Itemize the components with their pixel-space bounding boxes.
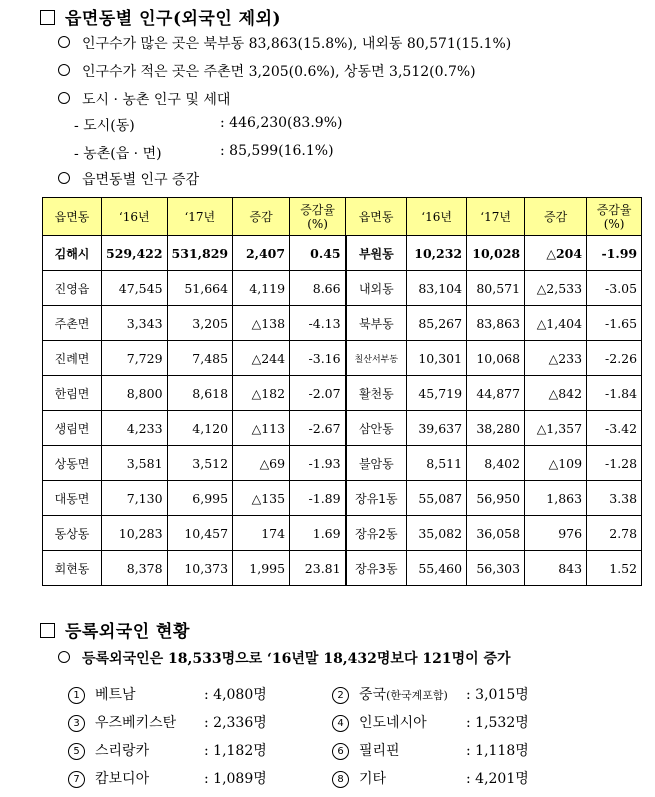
table-cell: 1,995 <box>233 551 290 586</box>
table-header-cell: 증감율 (%) <box>290 198 346 236</box>
table-cell: 10,028 <box>467 236 525 271</box>
table-cell: -1.93 <box>290 446 346 481</box>
list-item <box>332 712 427 732</box>
table-cell: 1.69 <box>290 516 346 551</box>
section2-heading <box>40 617 190 642</box>
table-cell: △842 <box>525 376 587 411</box>
table-cell: 생림면 <box>43 411 102 446</box>
table-cell: 976 <box>525 516 587 551</box>
table-cell: -3.42 <box>587 411 642 446</box>
table-cell: 부원동 <box>346 236 407 271</box>
table-cell: 장유3동 <box>346 551 407 586</box>
table-cell: 7,130 <box>102 481 168 516</box>
table-cell: -2.07 <box>290 376 346 411</box>
circled-number: 8 <box>332 771 349 788</box>
country-count: : 1,532명 <box>466 715 529 731</box>
bullet-foreigner-summary: 등록외국인은 18,533명으로 ‘16년말 18,432명보다 121명이 증가 <box>58 648 511 668</box>
country-name: 인도네시아 <box>359 715 427 731</box>
table-cell: 주촌면 <box>43 306 102 341</box>
table-row <box>43 236 642 271</box>
country-name: 중국 <box>359 687 387 703</box>
circled-number: 6 <box>332 743 349 760</box>
table-header-cell: 증감 <box>233 198 290 236</box>
table-cell: 2.78 <box>587 516 642 551</box>
table-cell: -1.84 <box>587 376 642 411</box>
table-header-cell: 읍면동 <box>346 198 407 236</box>
table-row <box>43 551 642 586</box>
checkbox-square-icon <box>40 10 55 25</box>
rural-value: : 85,599(16.1%) <box>220 143 334 159</box>
table-cell: 10,457 <box>167 516 233 551</box>
table-cell: 80,571 <box>467 271 525 306</box>
table-header-cell: ‘17년 <box>167 198 233 236</box>
table-cell: 39,637 <box>407 411 467 446</box>
table-cell: 51,664 <box>167 271 233 306</box>
table-cell: 4,233 <box>102 411 168 446</box>
table-cell: 3.38 <box>587 481 642 516</box>
table-row <box>43 341 642 376</box>
table-cell: △233 <box>525 341 587 376</box>
table-cell: 0.45 <box>290 236 346 271</box>
table-cell: 56,303 <box>467 551 525 586</box>
table-cell: 2,407 <box>233 236 290 271</box>
table-cell: 3,205 <box>167 306 233 341</box>
country-count: : 3,015명 <box>466 687 529 703</box>
table-cell: 3,581 <box>102 446 168 481</box>
table-cell: 진영읍 <box>43 271 102 306</box>
table-cell: 6,995 <box>167 481 233 516</box>
country-note: (한국계포함) <box>386 689 448 702</box>
table-cell: 1,863 <box>525 481 587 516</box>
table-cell: -2.26 <box>587 341 642 376</box>
circled-number: 4 <box>332 715 349 732</box>
section1-heading <box>40 4 281 29</box>
rural-label: - 농촌(읍 · 면) <box>74 146 162 162</box>
bullet-least-populated: 인구수가 적은 곳은 주촌면 3,205(0.6%), 상동면 3,512(0.7%) <box>58 61 476 81</box>
country-name: 스리랑카 <box>95 743 150 759</box>
table-cell: -1.99 <box>587 236 642 271</box>
table-cell: 8,402 <box>467 446 525 481</box>
table-cell: 38,280 <box>467 411 525 446</box>
list-item <box>68 740 149 760</box>
table-cell: 23.81 <box>290 551 346 586</box>
country-count: : 1,182명 <box>204 743 267 759</box>
table-header-cell: 증감율 (%) <box>587 198 642 236</box>
table-cell: 55,087 <box>407 481 467 516</box>
table-cell: 내외동 <box>346 271 407 306</box>
country-count: : 4,201명 <box>466 771 529 787</box>
table-cell: 활천동 <box>346 376 407 411</box>
table-cell: 10,301 <box>407 341 467 376</box>
list-item <box>68 712 176 732</box>
circle-bullet-icon <box>58 64 70 76</box>
table-cell: 회현동 <box>43 551 102 586</box>
country-count: : 4,080명 <box>204 687 267 703</box>
checkbox-square-icon <box>40 623 55 638</box>
list-item <box>68 768 149 788</box>
table-header-cell: ‘16년 <box>407 198 467 236</box>
list-item <box>332 740 400 760</box>
country-name: 우즈베키스탄 <box>95 715 177 731</box>
table-cell: △182 <box>233 376 290 411</box>
table-cell: △138 <box>233 306 290 341</box>
table-cell: 4,119 <box>233 271 290 306</box>
circled-number: 2 <box>332 687 349 704</box>
table-header-cell: 증감 <box>525 198 587 236</box>
table-cell: 대동면 <box>43 481 102 516</box>
population-change-table <box>42 197 642 586</box>
country-name: 베트남 <box>95 687 136 703</box>
table-header-row <box>43 198 642 236</box>
table-cell: 3,512 <box>167 446 233 481</box>
table-cell: 8,800 <box>102 376 168 411</box>
table-cell: 7,729 <box>102 341 168 376</box>
table-cell: △1,357 <box>525 411 587 446</box>
table-row <box>43 271 642 306</box>
table-cell: △135 <box>233 481 290 516</box>
table-cell: △2,533 <box>525 271 587 306</box>
table-cell: -3.05 <box>587 271 642 306</box>
table-cell: 8.66 <box>290 271 346 306</box>
table-row <box>43 306 642 341</box>
circle-bullet-icon <box>58 92 70 104</box>
circle-bullet-icon <box>58 651 70 663</box>
list-item <box>332 684 448 704</box>
table-cell: 531,829 <box>167 236 233 271</box>
table-cell: 7,485 <box>167 341 233 376</box>
table-cell: 8,618 <box>167 376 233 411</box>
table-cell: 칠산서부동 <box>346 341 407 376</box>
section1-title: 읍면동별 인구(외국인 제외) <box>65 9 282 29</box>
table-row <box>43 376 642 411</box>
table-cell: △204 <box>525 236 587 271</box>
table-cell: -3.16 <box>290 341 346 376</box>
table-cell: 장유1동 <box>346 481 407 516</box>
table-cell: 진례면 <box>43 341 102 376</box>
circled-number: 5 <box>68 743 85 760</box>
table-cell: 8,378 <box>102 551 168 586</box>
table-cell: -4.13 <box>290 306 346 341</box>
section2-title: 등록외국인 현황 <box>65 622 190 642</box>
table-cell: -2.67 <box>290 411 346 446</box>
table-cell: 529,422 <box>102 236 168 271</box>
table-cell: -1.28 <box>587 446 642 481</box>
table-cell: 4,120 <box>167 411 233 446</box>
table-cell: 10,232 <box>407 236 467 271</box>
table-cell: 상동면 <box>43 446 102 481</box>
table-cell: 44,877 <box>467 376 525 411</box>
table-cell: 동상동 <box>43 516 102 551</box>
country-name: 필리핀 <box>359 743 400 759</box>
circled-number: 1 <box>68 687 85 704</box>
circled-number: 3 <box>68 715 85 732</box>
table-cell: 북부동 <box>346 306 407 341</box>
table-cell: △113 <box>233 411 290 446</box>
bullet-change-by-district: 읍면동별 인구 증감 <box>58 169 199 189</box>
table-cell: 10,068 <box>467 341 525 376</box>
list-item <box>68 684 136 704</box>
country-count: : 1,118명 <box>466 743 529 759</box>
circle-bullet-icon <box>58 36 70 48</box>
bullet-most-populated: 인구수가 많은 곳은 북부동 83,863(15.8%), 내외동 80,571(15.1%) <box>58 33 511 53</box>
table-cell: 56,950 <box>467 481 525 516</box>
table-cell: 83,104 <box>407 271 467 306</box>
table-header-cell: 읍면동 <box>43 198 102 236</box>
table-header-cell: ‘16년 <box>102 198 168 236</box>
circled-number: 7 <box>68 771 85 788</box>
table-cell: 1.52 <box>587 551 642 586</box>
table-cell: 83,863 <box>467 306 525 341</box>
table-cell: 10,373 <box>167 551 233 586</box>
table-cell: -1.65 <box>587 306 642 341</box>
table-cell: 김해시 <box>43 236 102 271</box>
circle-bullet-icon <box>58 172 70 184</box>
table-cell: 47,545 <box>102 271 168 306</box>
bullet-urban-rural: 도시 · 농촌 인구 및 세대 <box>58 89 230 109</box>
city-label: - 도시(동) <box>74 118 135 134</box>
city-value: : 446,230(83.9%) <box>220 115 343 131</box>
table-header-cell: ‘17년 <box>467 198 525 236</box>
table-row <box>43 481 642 516</box>
list-item <box>332 768 386 788</box>
table-row <box>43 446 642 481</box>
table-cell: -1.89 <box>290 481 346 516</box>
table-cell: 불암동 <box>346 446 407 481</box>
table-cell: 36,058 <box>467 516 525 551</box>
table-cell: 843 <box>525 551 587 586</box>
country-name: 캄보디아 <box>95 771 150 787</box>
table-cell: 55,460 <box>407 551 467 586</box>
table-row <box>43 411 642 446</box>
table-row <box>43 516 642 551</box>
country-name: 기타 <box>359 771 387 787</box>
table-cell: 8,511 <box>407 446 467 481</box>
table-cell: 10,283 <box>102 516 168 551</box>
table-cell: 85,267 <box>407 306 467 341</box>
table-cell: △244 <box>233 341 290 376</box>
table-cell: △69 <box>233 446 290 481</box>
table-cell: 삼안동 <box>346 411 407 446</box>
table-cell: 174 <box>233 516 290 551</box>
table-cell: △109 <box>525 446 587 481</box>
table-cell: 35,082 <box>407 516 467 551</box>
table-cell: 3,343 <box>102 306 168 341</box>
table-cell: 45,719 <box>407 376 467 411</box>
country-count: : 2,336명 <box>204 715 267 731</box>
table-cell: 장유2동 <box>346 516 407 551</box>
country-count: : 1,089명 <box>204 771 267 787</box>
table-cell: 한림면 <box>43 376 102 411</box>
table-cell: △1,404 <box>525 306 587 341</box>
